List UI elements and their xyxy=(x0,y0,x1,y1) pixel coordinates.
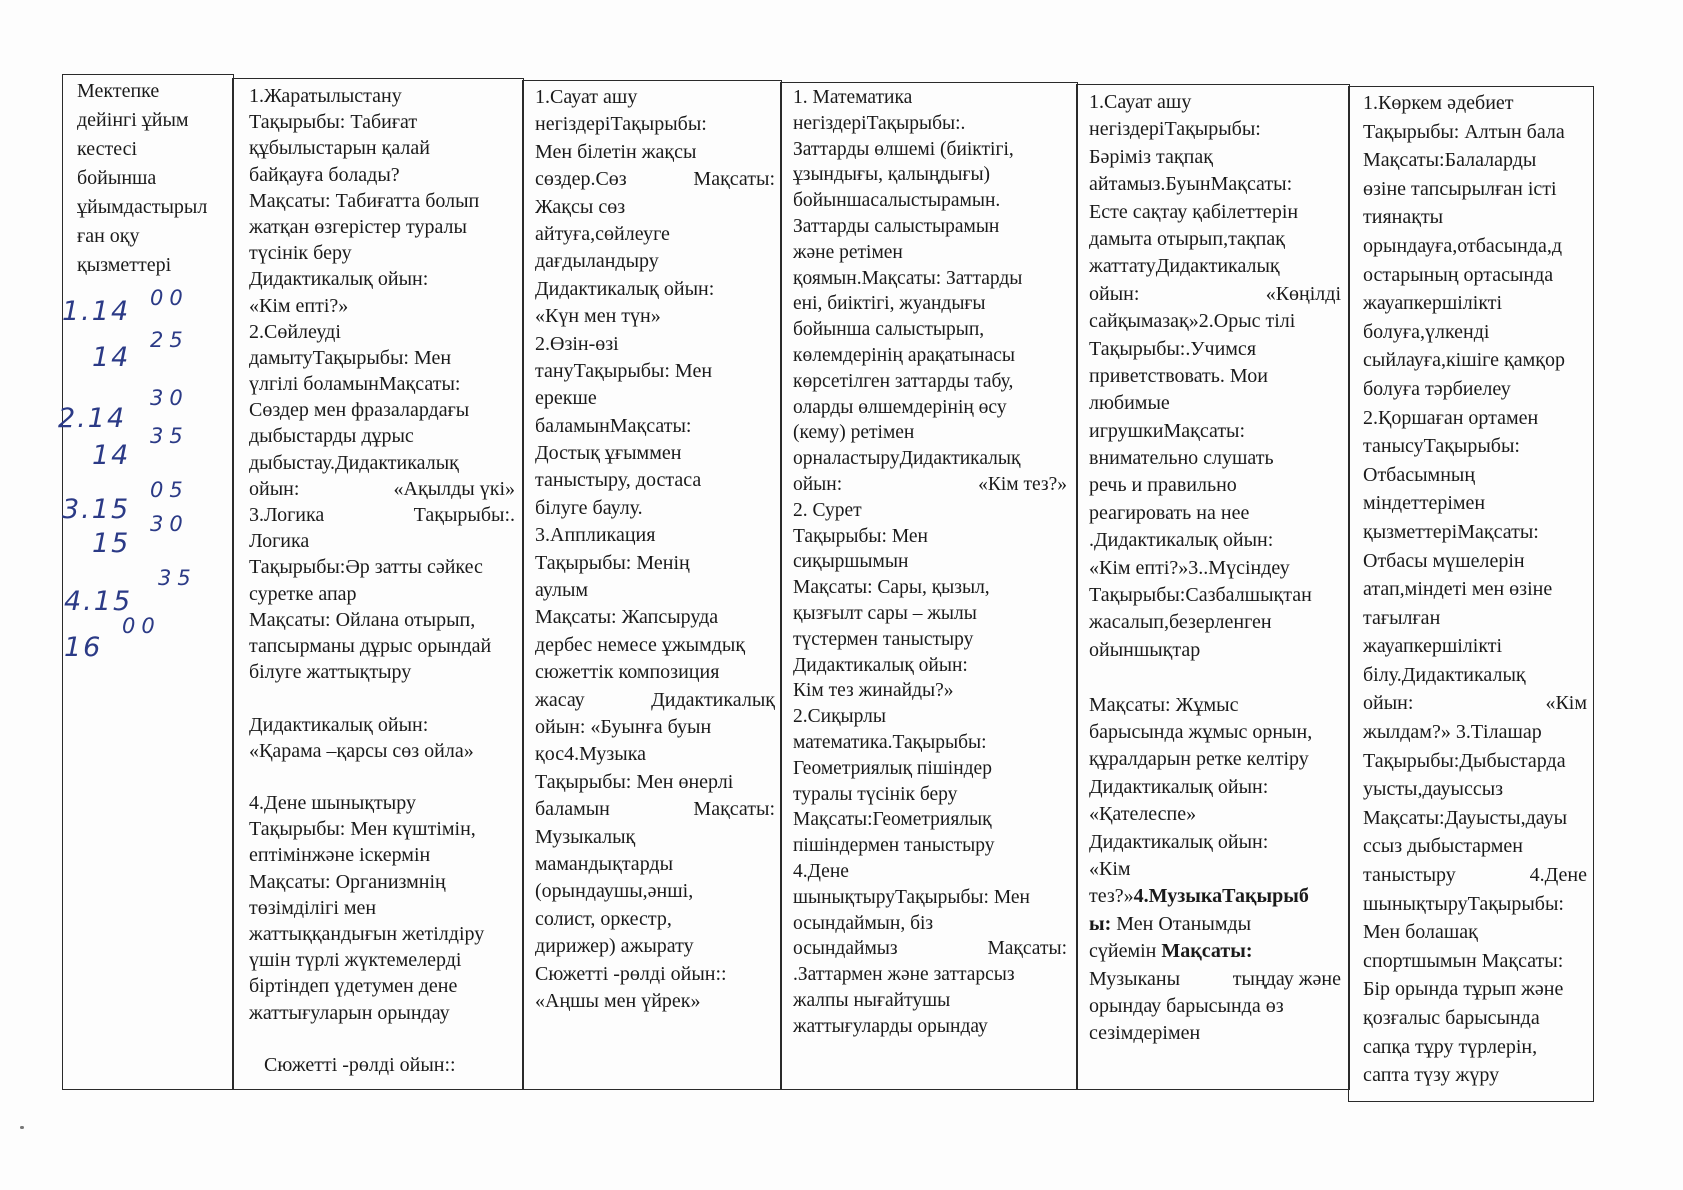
cell-text-line: Тақырыбы:Дыбыстарда xyxy=(1363,749,1566,772)
cell-text-line: өзіне тапсырылған істі xyxy=(1363,177,1557,200)
cell-text-line: внимательно слушать xyxy=(1089,447,1274,470)
cell-text-line: Логика xyxy=(249,530,310,553)
cell-text-line: құралдарын ретке келтіру xyxy=(1089,748,1309,771)
cell-text-line: дыбыстау.Дидактикалық xyxy=(249,451,459,474)
cell-text-line: Отбасымның xyxy=(1363,463,1476,486)
cell-text-line: негіздеріТақырыбы: xyxy=(535,113,707,136)
cell-text-line: осындаймын, біз xyxy=(793,912,934,934)
cell-text-line: танысуТақырыбы: xyxy=(1363,435,1520,458)
cell-text-line: ссыз дыбыстармен xyxy=(1363,835,1523,858)
text: Мақсаты: xyxy=(693,168,775,191)
table-cell-day-2 xyxy=(522,80,782,1090)
cell-text-line: Бәріміз тақпақ xyxy=(1089,145,1213,168)
handwritten-minutes: 00 xyxy=(122,614,161,638)
text: «Кім тез?» xyxy=(978,473,1067,495)
cell-text-line: «Күн мен түн» xyxy=(535,305,661,328)
cell-text-line: шынықтыруТақырыбы: Мен xyxy=(793,886,1030,908)
cell-text-line: Музыкалық xyxy=(535,825,636,848)
text: ойын: xyxy=(249,477,300,500)
cell-text-line: сапта түзу жүру xyxy=(1363,1064,1500,1087)
cell-text-line: Мақсаты:Балаларды xyxy=(1363,149,1537,172)
cell-text-line: «Кім xyxy=(1089,857,1131,880)
cell-text-line: сапқа тұру түрлерін, xyxy=(1363,1035,1538,1058)
cell-text-line: болуға,үлкенді xyxy=(1363,320,1490,343)
cell-text-line: 2. Сурет xyxy=(793,499,862,521)
text: Тақырыбы:. xyxy=(413,504,515,526)
cell-text-line: мамандықтарды xyxy=(535,852,674,875)
cell-text-line: Достық ұғыммен xyxy=(535,442,682,465)
cell-text-line: тапсырманы дұрыс орындай xyxy=(249,634,492,657)
text: Мақсаты: xyxy=(693,798,775,821)
cell-text-line: ұйымдастырыл xyxy=(77,196,208,218)
cell-text-line: қоямын.Мақсаты: Заттарды xyxy=(793,267,1023,289)
handwritten-minutes: 25 xyxy=(150,328,189,352)
cell-text-line: 1.Көркем әдебиет xyxy=(1363,92,1514,114)
cell-text-line: 2.Қоршаған ортамен xyxy=(1363,406,1539,429)
handwritten-time: 14 xyxy=(92,440,131,471)
cell-text-line: болуға тәрбиелеу xyxy=(1363,377,1511,400)
cell-text-line: Заттарды салыстырамын xyxy=(793,215,1000,237)
cell-text-line: орындауға,отбасында,д xyxy=(1363,234,1563,257)
cell-text-line: Сөздер мен фразалардағы xyxy=(249,399,470,422)
cell-text-line xyxy=(249,1026,515,1052)
cell-text-line: Мақсаты: Сары, қызыл, xyxy=(793,577,990,599)
cell-text-line xyxy=(535,687,775,714)
text: Дидактикалық xyxy=(651,688,775,711)
cell-text-line: Тақырыбы: Табиғат xyxy=(249,111,418,134)
text: Музыканы xyxy=(1089,967,1181,990)
cell-text-line: 1.Сауат ашу xyxy=(1089,91,1192,113)
cell-text-line: Тақырыбы: Менің xyxy=(535,551,690,574)
cell-text-line: оларды өлшемдерінің өсу xyxy=(793,396,1007,418)
handwritten-minutes: 05 xyxy=(150,478,189,502)
cell-text-line: спортшымын Мақсаты: xyxy=(1363,949,1564,972)
cell-text-line: Тақырыбы:Әр затты сәйкес xyxy=(249,556,483,579)
cell-text-line: жасалып,безерленген xyxy=(1089,611,1272,634)
handwritten-time: 1.14 xyxy=(62,296,131,327)
cell-text-line: 1.Жаратылыстану xyxy=(249,85,402,107)
cell-text-line: қызғылт сары – жылы xyxy=(793,602,977,624)
cell-text-line: игрушкиМақсаты: xyxy=(1089,419,1246,442)
cell-text-line: Тақырыбы:Сазбалшықтан xyxy=(1089,584,1312,607)
cell-text-line: қызметтері xyxy=(77,254,172,276)
bold-text: ы: xyxy=(1089,912,1112,935)
cell-text-line: тағылған xyxy=(1363,606,1441,629)
cell-text-line: Мен білетін жақсы xyxy=(535,140,697,163)
cell-text-line: Заттарды өлшемі (биіктігі, xyxy=(793,138,1014,160)
cell-text-line: дамыта отырып,тақпақ xyxy=(1089,227,1285,250)
cell-text-line: Мақсаты: Табиғатта болып xyxy=(249,189,480,212)
text: ойын: xyxy=(793,473,843,495)
cell-text-line xyxy=(1089,911,1341,938)
cell-text-line: бойынша xyxy=(77,167,157,189)
cell-text-line: түсінік беру xyxy=(249,242,352,265)
cell-text-line: дыбыстарды дұрыс xyxy=(249,425,414,448)
text: Мен Отанымды xyxy=(1111,912,1252,935)
cell-text-line: барысында жұмыс орнын, xyxy=(1089,720,1313,743)
cell-text-line xyxy=(793,936,1067,962)
cell-text-line: дамытуТақырыбы: Мен xyxy=(249,346,452,369)
text: сөздер.Сөз xyxy=(535,168,627,191)
cell-text-line: негіздеріТақырыбы: xyxy=(1089,118,1261,141)
cell-text-line: түстермен таныстыру xyxy=(793,628,974,650)
cell-text-line: Геометриялық пішіндер xyxy=(793,757,992,779)
cell-text-line xyxy=(535,166,775,193)
cell-text-line: уысты,дауыссыз xyxy=(1363,778,1504,801)
cell-text-line: дейінгі ұйым xyxy=(77,109,189,131)
text: Мақсаты: xyxy=(987,938,1067,960)
cell-text-line: дербес немесе ұжымдық xyxy=(535,633,746,656)
cell-text-line: «Қарама –қарсы сөз ойла» xyxy=(249,739,474,762)
cell-text-line: Мақсаты: Ойлана отырып, xyxy=(249,608,476,631)
cell-text-line: жауапкершілікті xyxy=(1363,635,1503,658)
cell-text-line: Жақсы сөз xyxy=(535,195,626,218)
cell-text-line: бойыншасалыстырамын. xyxy=(793,190,1001,212)
cell-text-line: 2.Өзін-өзі xyxy=(535,332,619,355)
cell-text-line: Тақырыбы: Мен күштімін, xyxy=(249,818,476,841)
cell-text-line: байқауға болады? xyxy=(249,163,400,186)
cell-text-line: ерекше xyxy=(535,387,597,410)
cell-text-line: Мақсаты: Жапсыруда xyxy=(535,606,719,629)
cell-text-line: Дидактикалық ойын: xyxy=(249,713,429,736)
handwritten-time: 16 xyxy=(64,632,103,663)
cell-text-line: білуге баулу. xyxy=(535,496,643,519)
cell-text-line: пішіндермен таныстыру xyxy=(793,835,995,857)
table-cell-activities-label xyxy=(62,74,234,1090)
cell-text-line: математика.Тақырыбы: xyxy=(793,731,987,753)
cell-text-line: айтуға,сөйлеуге xyxy=(535,222,670,245)
text: сүйемін xyxy=(1089,940,1162,963)
cell-text-line: қос4.Музыка xyxy=(535,743,647,766)
cell-text-line: Мақсаты: Жұмыс xyxy=(1089,693,1239,716)
handwritten-minutes: 30 xyxy=(150,386,189,410)
cell-text-line: ойыншықтар xyxy=(1089,638,1201,661)
cell-text-line: орналастыруДидактикалық xyxy=(793,448,1021,470)
cell-text-line: реагировать на нее xyxy=(1089,501,1250,524)
table-cell-day-5 xyxy=(1348,86,1594,1102)
cell-text-line: тануТақырыбы: Мен xyxy=(535,359,713,382)
cell-text-line xyxy=(535,796,775,823)
cell-text-line: 4.Дене xyxy=(793,860,849,882)
cell-text-line: ептімінжәне іскермін xyxy=(249,844,431,867)
cell-text-line: сыйлауға,кішіге қамқор xyxy=(1363,349,1565,372)
table-cell-day-1 xyxy=(232,78,524,1090)
cell-text-line: «Қателеспе» xyxy=(1089,803,1197,826)
text: жасау xyxy=(535,688,585,711)
cell-text-line: суретке апар xyxy=(249,582,357,605)
handwritten-minutes: 35 xyxy=(158,566,197,590)
handwritten-minutes: 35 xyxy=(150,424,189,448)
cell-text-line: 2.Сиқырлы xyxy=(793,706,886,728)
cell-text-line: біртіндеп үдетумен дене xyxy=(249,975,458,998)
text: таныстыру xyxy=(1363,864,1456,887)
cell-text-line: жаттатуДидактикалық xyxy=(1089,255,1280,278)
cell-text-line: Тақырыбы: Мен xyxy=(793,525,928,547)
cell-text-line: Мектепке xyxy=(77,80,160,102)
text: «Көңілді xyxy=(1265,282,1341,305)
cell-text-line xyxy=(249,502,515,528)
cell-text-line: Мен болашақ xyxy=(1363,921,1478,944)
cell-text-line: .Заттармен және заттарсыз xyxy=(793,964,1015,986)
cell-text-line: 1.Сауат ашу xyxy=(535,86,638,108)
cell-text-line: Дидактикалық ойын: xyxy=(793,654,968,676)
cell-text-line: сюжеттік композиция xyxy=(535,661,720,684)
cell-text-line: ені, биіктігі, жуандығы xyxy=(793,293,986,315)
cell-text-line: солист, оркестр, xyxy=(535,907,672,930)
cell-text-line: 3.Аппликация xyxy=(535,524,656,547)
cell-text-line: білуге жаттықтыру xyxy=(249,661,412,684)
cell-text-line: сиқыршымын xyxy=(793,551,909,573)
cell-text-line: қозғалыс барысында xyxy=(1363,1007,1540,1029)
cell-text-line: жаттыққандығын жетілдіру xyxy=(249,923,485,945)
text: осындаймыз xyxy=(793,938,898,960)
text: баламын xyxy=(535,798,610,821)
cell-text-line: үлгілі боламынМақсаты: xyxy=(249,373,461,396)
cell-text-line: сезімдерімен xyxy=(1089,1022,1201,1045)
cell-text-line: Тақырыбы: Алтын бала xyxy=(1363,120,1565,143)
cell-text-line: орындау барысында өз xyxy=(1089,994,1284,1017)
cell-text-line: 1. Математика xyxy=(793,87,913,108)
cell-text-line: төзімділігі мен xyxy=(249,896,377,919)
cell-text-line: көлемдерінің арақатынасы xyxy=(793,344,1016,366)
cell-text-line: кестесі xyxy=(77,138,138,160)
text: ойын: xyxy=(1363,692,1414,715)
handwritten-minutes: 00 xyxy=(150,286,189,310)
table-cell-day-4 xyxy=(1076,84,1350,1090)
cell-text-line: Дидактикалық ойын: xyxy=(1089,830,1269,853)
handwritten-time: 4.15 xyxy=(64,586,133,617)
cell-text-line: сайқымазақ»2.Орыс тілі xyxy=(1089,310,1296,333)
table-cell-day-3 xyxy=(780,82,1078,1090)
cell-text-line xyxy=(793,472,1067,498)
cell-text-line: остарының ортасында xyxy=(1363,263,1554,286)
text: 3.Логика xyxy=(249,504,325,526)
cell-text-line: жатқан өзгерістер туралы xyxy=(249,215,467,238)
cell-text-line: айтамыз.БуынМақсаты: xyxy=(1089,173,1293,196)
cell-text-line: жауапкершілікті xyxy=(1363,292,1503,315)
cell-text-line: дағдыландыру xyxy=(535,250,659,273)
cell-text-line: «Кім епті?» xyxy=(249,294,349,317)
cell-text-line: білу.Дидактикалық xyxy=(1363,663,1526,686)
cell-text-line: Отбасы мүшелерін xyxy=(1363,549,1525,572)
text: тез?» xyxy=(1089,885,1134,908)
cell-text-line xyxy=(1363,861,1587,890)
cell-text-line xyxy=(1089,281,1341,308)
cell-text-line: Есте сақтау қабілеттерін xyxy=(1089,200,1299,223)
cell-text-line: тиянақты xyxy=(1363,206,1444,229)
cell-text-line: (кему) ретімен xyxy=(793,422,915,444)
cell-text-line xyxy=(249,685,515,711)
text: «Ақылды үкі» xyxy=(393,477,515,500)
cell-text-line: приветствовать. Мои xyxy=(1089,364,1268,387)
cell-text-line: (орындаушы,әнші, xyxy=(535,880,694,903)
cell-text-line: Мақсаты: Организмнің xyxy=(249,870,446,893)
cell-text-line: шынықтыруТақырыбы: xyxy=(1363,892,1564,915)
handwritten-time: 2.14 xyxy=(58,403,127,434)
cell-text-line: Тақырыбы: Мен өнерлі xyxy=(535,770,734,793)
text: ойын: xyxy=(1089,282,1140,305)
cell-text-line: Мақсаты:Дауысты,дауы xyxy=(1363,806,1568,829)
cell-text-line: туралы түсінік беру xyxy=(793,783,958,805)
cell-text-line: дирижер) ажырату xyxy=(535,935,694,958)
cell-text-line: ған оқу xyxy=(77,225,140,247)
bold-text: 4.МузыкаТақырыб xyxy=(1133,885,1309,908)
cell-text-line xyxy=(1089,883,1341,910)
cell-text-line: ойын: «Буынға буын xyxy=(535,715,712,738)
handwritten-time: 14 xyxy=(92,342,131,373)
cell-text-line xyxy=(249,476,515,502)
cell-text-line: речь и правильно xyxy=(1089,474,1237,497)
cell-text-line: 2.Сөйлеуді xyxy=(249,320,341,343)
cell-text-line xyxy=(1363,689,1587,718)
cell-text-line xyxy=(1089,966,1341,993)
cell-text-line xyxy=(249,764,515,790)
cell-text-line: атап,міндеті мен өзіне xyxy=(1363,578,1553,601)
cell-text-line: Дидактикалық ойын: xyxy=(1089,775,1269,798)
cell-text-line: таныстыру, достаса xyxy=(535,469,702,492)
text: 4.Дене xyxy=(1529,864,1587,887)
cell-text-line: жаттығуларды орындау xyxy=(793,1015,988,1037)
cell-text-line: Бір орында тұрып және xyxy=(1363,978,1564,1001)
cell-text-line: жылдам?» 3.Тілашар xyxy=(1363,721,1542,744)
cell-text-line: Тақырыбы:.Учимся xyxy=(1089,337,1257,360)
cell-text-line: ұзындығы, қалыңдығы) xyxy=(793,164,991,186)
cell-text-line: Дидактикалық ойын: xyxy=(249,268,429,291)
cell-text-line: жалпы нығайтушы xyxy=(793,989,951,1011)
text: «Кім xyxy=(1545,692,1587,715)
handwritten-time: 15 xyxy=(92,528,131,559)
scan-speck xyxy=(20,1126,24,1129)
cell-text-line: және ретімен xyxy=(793,241,903,263)
cell-text-line: негіздеріТақырыбы:. xyxy=(793,112,966,134)
cell-text-line xyxy=(1089,938,1341,965)
cell-text-line: қызметтеріМақсаты: xyxy=(1363,520,1539,543)
cell-text-line: Сюжетті -рөлді ойын:: xyxy=(535,962,727,985)
cell-text-line: көрсетілген заттарды табу, xyxy=(793,370,1014,392)
handwritten-minutes: 30 xyxy=(150,512,189,536)
cell-text-line: Сюжетті -рөлді ойын:: xyxy=(249,1053,456,1076)
bold-text: Мақсаты: xyxy=(1161,940,1253,963)
cell-text-line: Дидактикалық ойын: xyxy=(535,277,715,300)
cell-text-line xyxy=(1089,664,1341,691)
cell-text-line: жаттығуларын орындау xyxy=(249,1001,450,1024)
cell-text-line: .Дидактикалық ойын: xyxy=(1089,529,1274,552)
cell-text-line: Кім тез жинайды?» xyxy=(793,680,954,702)
cell-text-line: «Кім епті?»3..Мүсіндеу xyxy=(1089,556,1290,579)
cell-text-line: 4.Дене шынықтыру xyxy=(249,792,416,815)
cell-text-line: бойынша салыстырып, xyxy=(793,319,985,341)
cell-text-line: любимые xyxy=(1089,392,1170,415)
cell-text-line: аулым xyxy=(535,579,589,602)
cell-text-line: баламынМақсаты: xyxy=(535,414,692,437)
cell-text-line: үшін түрлі жүктемелерді xyxy=(249,949,462,972)
cell-text-line: «Аңшы мен үйрек» xyxy=(535,989,701,1012)
cell-text-line: Мақсаты:Геометриялық xyxy=(793,809,992,831)
text: тыңдау және xyxy=(1232,967,1341,990)
cell-text-line: міндеттерімен xyxy=(1363,492,1486,515)
handwritten-time: 3.15 xyxy=(62,494,131,525)
cell-text-line: құбылыстарын қалай xyxy=(249,137,430,160)
